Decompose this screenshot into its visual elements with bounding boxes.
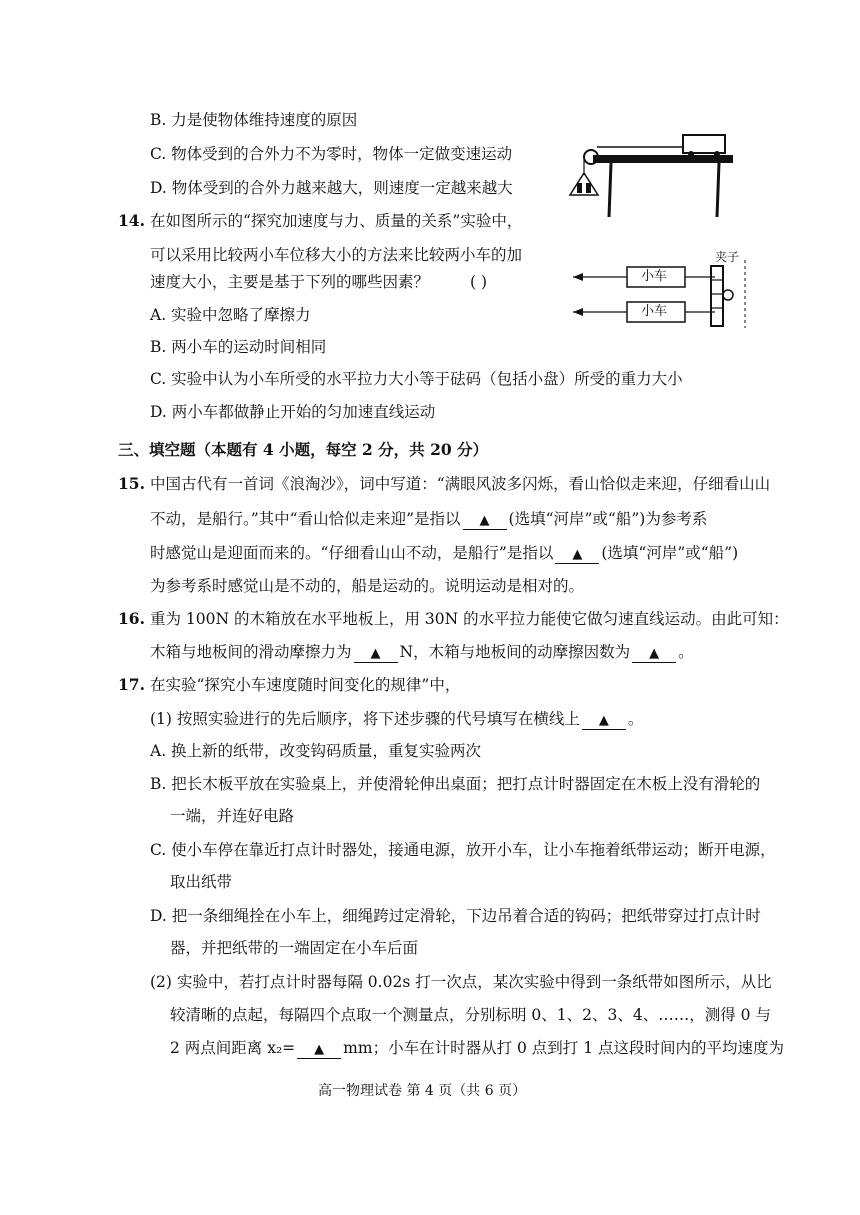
q14-option-a: A. 实验中忽略了摩擦力 <box>150 306 311 324</box>
q15-line3: 时感觉山是迎面而来的。“仔细看山山不动，是船行”是指以 ▲ (选填“河岸”或“船”) <box>150 544 739 562</box>
q14-line3: 速度大小，主要是基于下列的哪些因素？ <box>150 273 430 291</box>
q15-blank-1[interactable]: ▲ <box>463 511 507 530</box>
q13-option-d: D. 物体受到的合外力越来越大，则速度一定越来越大 <box>150 179 513 197</box>
q14-line1: 在如图所示的“探究加速度与力、质量的关系”实验中， <box>150 212 523 230</box>
q14-line2: 可以采用比较两小车位移大小的方法来比较两小车的加 <box>150 246 523 264</box>
q14-option-c: C. 实验中认为小车所受的水平拉力大小等于砝码（包括小盘）所受的重力大小 <box>150 370 683 388</box>
q14-option-d: D. 两小车都做静止开始的匀加速直线运动 <box>150 403 436 421</box>
fig-car-label-top: 小车 <box>641 269 668 284</box>
q14-option-b: B. 两小车的运动时间相同 <box>150 338 327 356</box>
q16-line2: 木箱与地板间的滑动摩擦力为 ▲ N，木箱与地板间的动摩擦因数为 ▲ 。 <box>150 643 694 661</box>
cart-table-figure <box>565 125 740 245</box>
fig-car-label-bottom: 小车 <box>641 304 668 319</box>
two-carts-figure <box>565 250 755 330</box>
q17-blank-2[interactable]: ▲ <box>297 1040 341 1059</box>
q15-line4: 为参考系时感觉山是不动的，船是运动的。说明运动是相对的。 <box>150 577 585 595</box>
q15-line1: 中国古代有一首词《浪淘沙》，词中写道：“满眼风波多闪烁，看山恰似走来迎，仔细看山山 <box>150 475 771 493</box>
section-heading: 三、填空题（本题有 4 小题，每空 2 分，共 20 分） <box>118 440 489 459</box>
q15-line2: 不动，是船行。”其中“看山恰似走来迎”是指以 ▲ (选填“河岸”或“船”)为参考系 <box>150 510 708 528</box>
q17-blank-1[interactable]: ▲ <box>582 711 626 730</box>
q17-part2-line3: 2 两点间距离 x₂= ▲ mm；小车在计时器从打 0 点到打 1 点这段时间内的平均速度为 <box>170 1039 785 1057</box>
q17-step-c-line2: 取出纸带 <box>170 873 233 891</box>
q13-option-c: C. 物体受到的合外力不为零时，物体一定做变速运动 <box>150 145 513 163</box>
q13-option-b: B. 力是使物体维持速度的原因 <box>150 111 358 129</box>
q16-line1: 重为 100N 的木箱放在水平地板上，用 30N 的水平拉力能使它做匀速直线运动。由此可知： <box>150 610 789 628</box>
q16-blank-1[interactable]: ▲ <box>354 644 398 663</box>
q14-number: 14. <box>118 211 145 230</box>
q16-number: 16. <box>118 609 145 628</box>
q17-step-d-line1: D. 把一条细绳拴在小车上，细绳跨过定滑轮，下边吊着合适的钩码；把纸带穿过打点计时 <box>150 907 761 925</box>
q17-step-b-line1: B. 把长木板平放在实验桌上，并使滑轮伸出桌面；把打点计时器固定在木板上没有滑轮的 <box>150 775 761 793</box>
q17-part1: (1) 按照实验进行的先后顺序，将下述步骤的代号填写在横线上 ▲ 。 <box>150 710 644 728</box>
q17-part2-line2: 较清晰的点起，每隔四个点取一个测量点，分别标明 0、1、2、3、4、……，测得 0 与 <box>170 1006 771 1024</box>
q17-part2-line1: (2) 实验中，若打点计时器每隔 0.02s 打一次点，某次实验中得到一条纸带如图所示，从比 <box>150 973 772 991</box>
fig-clip-label: 夹子 <box>715 250 740 264</box>
q17-step-d-line2: 器，并把纸带的一端固定在小车后面 <box>170 939 419 957</box>
q15-blank-2[interactable]: ▲ <box>555 545 599 564</box>
q16-blank-2[interactable]: ▲ <box>632 644 676 663</box>
q17-line1: 在实验“探究小车速度随时间变化的规律”中， <box>150 676 461 694</box>
q17-step-a: A. 换上新的纸带，改变钩码质量，重复实验两次 <box>150 742 482 760</box>
q17-step-c-line1: C. 使小车停在靠近打点计时器处，接通电源，放开小车，让小车拖着纸带运动；断开电源， <box>150 841 776 859</box>
q15-number: 15. <box>118 474 145 493</box>
q17-number: 17. <box>118 675 145 694</box>
q17-step-b-line2: 一端，并连好电路 <box>170 807 295 825</box>
page-footer: 高一物理试卷 第 4 页（共 6 页） <box>318 1083 527 1099</box>
q14-answer-paren: ( ) <box>470 273 488 291</box>
